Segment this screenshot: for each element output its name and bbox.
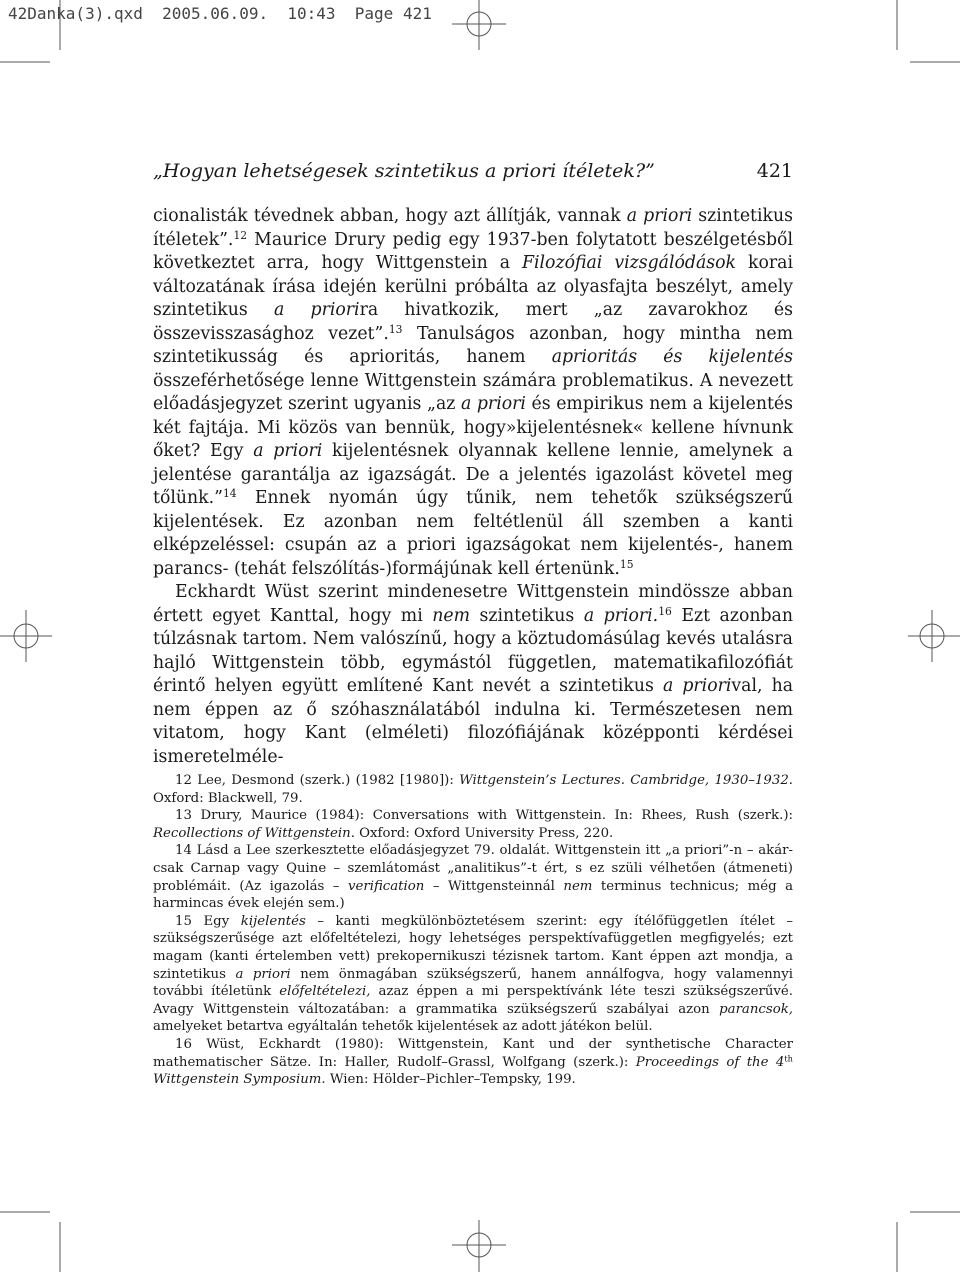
footnote-14 [153,842,793,912]
emphasis: aprioritás és kijelentés [551,347,793,367]
ordinal-suffix: th [784,1052,793,1063]
text-run: Eckhardt Wüst szerint mindenesetre Wittgenstein mindössze abban értett egyet Kanttal, hogy mi [153,582,793,626]
running-title: „Hogyan lehetségesek szintetikus a priori ítéletek?” [153,160,655,182]
text-run: terminus technicus; még a harmincas évek elején sem.) [153,878,793,912]
text-run: – kanti megkülönböztetésem szerint: egy ítélőfüggetlen ítélet – szükségszerűsége azt előfeltételezi, hogy lehetséges perspektívafüggetlen megfigyelés; ezt magam (kanti értelemben vett) prekopernikuszi tézisnek tartom. Kant éppen azt mondja, a szintetikus [153,913,793,982]
emphasis: előfeltételezi, [279,984,371,1000]
page-number: 421 [756,160,793,182]
footnotes [153,772,793,1089]
footnote-ref-13: 13 [388,322,403,336]
footnote-ref-14: 14 [222,487,237,501]
print-slug: 42Danka(3).qxd 2005.06.09. 10:43 Page 421 [8,4,432,23]
text-run: szintetikus [470,605,584,626]
text-run: kijelentésnek olyannak kellene lennie, amelynek a jelentése garantálja az igazságát. De a jelentés igazolást követel meg tőlünk.” [153,441,793,508]
footnote-ref-12: 12 [233,228,248,242]
book-title: Filozófiai vizsgálódások [522,253,737,273]
book-title: Wittgenstein’s Lectures. Cambridge, 1930–1932. [459,773,793,788]
running-header [153,160,793,182]
text-run: korai változatának írása idején kerülni próbálta az olyasfajta beszélyt, amely szintetikus [153,253,793,320]
emphasis: a priori [235,966,291,982]
text-run: 13 Drury, Maurice (1984): Conversations with Wittgenstein. In: Rhees, Rush (szerk.): [175,808,793,824]
emphasis: a priori [662,676,732,696]
text-run: ra hivatkozik, mert „az zavarokhoz és összevisszasághoz vezet”. [153,300,793,344]
text-run: – Wittgensteinnál [424,878,564,894]
emphasis: a priori [460,394,526,414]
text-run: Oxford: Oxford University Press, 220. [354,825,614,841]
paragraph [153,205,793,581]
text-run: összeférhetősége lenne Wittgenstein számára problematikus. A nevezett előadásjegyzet szerint ugyanis „az [153,370,793,414]
text-run: val, ha nem éppen az ő szóhasználatából indulna ki. Természetesen nem vitatom, hogy Kant (elméleti) filozófiájának középponti kérdései ismeretelméle- [153,676,793,767]
text-run: Tanulságos azonban, hogy mintha nem szintetikusság és aprioritás, hanem [153,323,794,367]
text-run: amelyeket betartva egyáltalán tehetők kijelentések az adott játékon belül. [153,1019,653,1035]
text-run: azaz éppen a mi perspektívánk léte teszi szükségszerűvé. Avagy Wittgenstein változatában: a grammatika szükségszerű szabályai azon [153,984,793,1017]
text-run: 14 Lásd a Lee szerkesztette előadásjegyzet 79. oldalát. Wittgenstein itt „a priori”-n – akár-csak Carnap vagy Quine – szemlátomást „analitikus”-t ért, s ez szüli vélhetően (átmeneti) problémáit. (Az igazolás – [153,843,793,894]
footnote-12 [153,772,793,807]
paragraph [153,581,793,769]
emphasis: kijelentés [240,913,306,929]
text-run: cionalisták tévednek abban, hogy azt állítják, vannak [153,206,627,226]
emphasis: a priori [626,206,693,226]
text-run: Maurice Drury pedig egy 1937-ben folytatott beszélgetésből következtet arra, hogy Wittgenstein a [153,229,793,273]
text-run: 15 Egy [175,913,241,929]
text-run: szintetikus ítéletek”. [153,206,793,250]
emphasis: parancsok, [719,1001,793,1017]
footnote-ref-16: 16 [658,604,672,618]
text-run: Ezt azonban túlzásnak tartom. Nem valószínű, hogy a köztudomásúlag kevés utalásra hajló Wittgenstein több, egymástól független, matematikafilozófiát érintő helyen együtt említené Kant nevét a szintetikus [153,605,793,696]
text-run: nem önmagában szükségszerű, hanem annálfogva, hogy valamennyi további ítéletünk [153,966,794,1000]
text-run: Oxford: Blackwell, 79. [153,790,303,806]
footnote-ref-15: 15 [619,557,634,571]
text-run: 16 Wüst, Eckhardt (1980): Wittgenstein, Kant und der synthetische Character mathematischer Sätze. In: Haller, Rudolf–Grassl, Wolfgang (szerk.): [153,1036,793,1070]
main-text [153,205,793,769]
text-run: Ennek nyomán úgy tűnik, nem tehetők szükségszerű kijelentések. Ez azonban nem feltétlenül áll szemben a kanti elképzeléssel: csupán az a priori igazságokat nem kijelentés-, hanem parancs- (tehát felszólítás-)formájúnak kell értenünk. [153,488,793,579]
emphasis: nem [563,878,593,894]
book-title: Recollections of Wittgenstein. [153,825,355,841]
emphasis: verification [347,878,425,894]
book-title: Proceedings of the 4 [635,1054,785,1070]
emphasis: nem [432,605,470,626]
text-run: Wien: Hölder–Pichler–Tempsky, 199. [325,1072,576,1088]
emphasis: a priori [273,300,360,320]
footnote-15 [153,913,793,1036]
emphasis: a priori. [583,605,659,626]
footnote-13 [153,807,793,842]
book-title: Wittgenstein Symposium. [153,1072,326,1088]
text-run: és empirikus nem a kijelentés két fajtája. Mi közös van bennük, hogy»kijelentésnek« kellene hívnunk őket? Egy [153,394,794,461]
emphasis: a priori [253,441,323,461]
text-run: 12 Lee, Desmond (szerk.) (1982 [1980]): [175,773,460,788]
footnote-16 [153,1036,793,1089]
